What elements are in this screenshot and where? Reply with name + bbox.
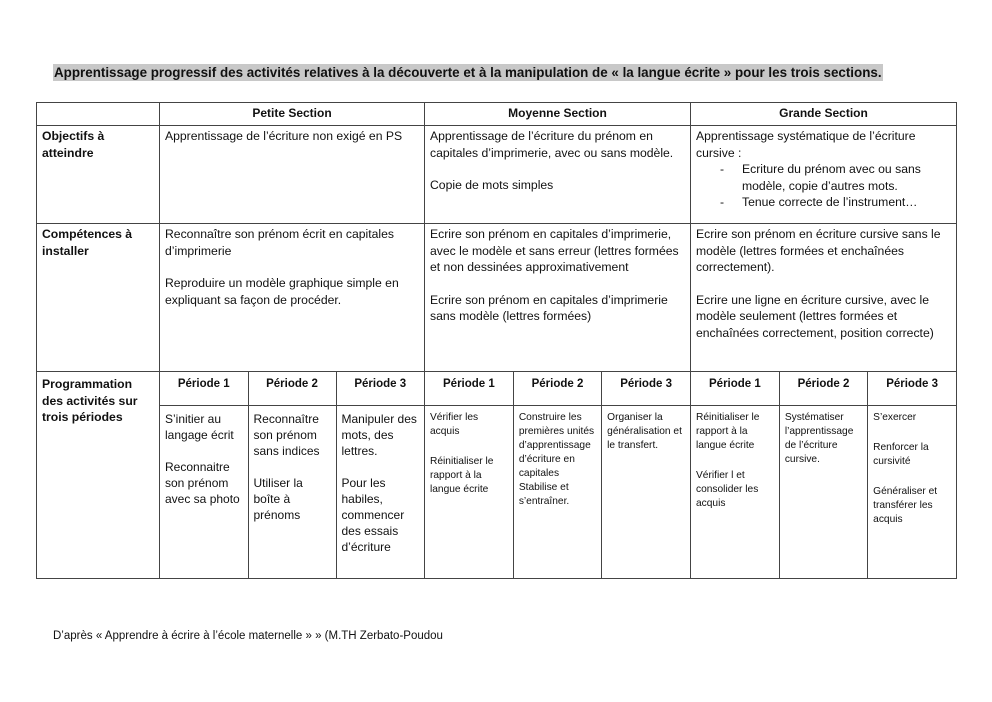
competences-ms-text-2: Ecrire son prénom en capitales d’imprimerie sans modèle (lettres formées) (430, 292, 668, 324)
competences-ms (425, 224, 691, 372)
label-programmation: Programmation des activités sur trois périodes (37, 372, 160, 579)
objectifs-ps-text: Apprentissage de l’écriture non exigé en PS (165, 129, 403, 143)
activity-text: Généraliser et transférer les acquis (873, 486, 938, 525)
row-competences (37, 224, 957, 372)
period-header: Période 3 (336, 372, 424, 406)
period-header: Période 2 (248, 372, 336, 406)
objectifs-gs-list (696, 161, 951, 211)
header-row (37, 103, 957, 126)
objectifs-ms-text-2: Copie de mots simples (430, 178, 554, 193)
competences-ps-text-1: Reconnaître son prénom écrit en capitales d’imprimerie (165, 227, 394, 258)
period-cell (868, 406, 956, 579)
activity-text: Utiliser la boîte à prénoms (253, 476, 303, 522)
activity-text: Manipuler des mots, des lettres. (341, 412, 417, 458)
activity-text: Réinitialiser le rapport à la langue écrite (696, 412, 760, 451)
objectifs-gs-intro: Apprentissage systématique de l’écriture cursive : (696, 129, 916, 160)
activity-text: Construire les premières unités d’apprentissage d’écriture en capitales Stabilise et s’entraîner. (518, 412, 595, 507)
activity-text: Pour les habiles, commencer des essais d’écriture (341, 476, 405, 554)
competences-ps (160, 224, 425, 372)
activity-text: Organiser la généralisation et le transfert. (607, 412, 682, 451)
period-cell (248, 406, 336, 579)
period-header: Période 3 (868, 372, 956, 406)
corner-cell (37, 103, 160, 126)
objectifs-gs-item: - Tenue correcte de l’instrument… (696, 194, 951, 211)
page-title: Apprentissage progressif des activités relatives à la découverte et à la manipulation de « la langue écrite » pour les trois sections. (54, 65, 882, 80)
period-cell (160, 406, 248, 579)
competences-gs-text-2: Ecrire une ligne en écriture cursive, avec le modèle seulement (lettres formées et enchaînées correctement, position correcte) (696, 292, 934, 340)
periods-gs (691, 372, 956, 578)
period-cell (779, 406, 867, 579)
objectifs-ms (425, 126, 691, 224)
label-competences: Compétences à installer (37, 224, 160, 372)
period-header: Période 1 (160, 372, 248, 406)
objectifs-gs-item: - Ecriture du prénom avec ou sans modèle, copie d’autres mots. (696, 161, 951, 194)
period-cell (425, 406, 513, 579)
periods-ms (425, 372, 690, 578)
row-programmation (37, 372, 957, 579)
activity-text: Renforcer la cursivité (873, 442, 929, 467)
competences-gs (691, 224, 957, 372)
progression-table (36, 102, 957, 579)
label-objectifs: Objectifs à atteindre (37, 126, 160, 224)
programmation-gs (691, 372, 957, 579)
period-header: Période 1 (425, 372, 513, 406)
activity-text: Vérifier l et consolider les acquis (696, 470, 759, 509)
activity-text: Systématiser l’apprentissage de l’écriture cursive. (784, 412, 854, 465)
activity-text: S’exercer (873, 412, 917, 423)
activity-text: Reconnaître son prénom sans indices (253, 412, 320, 458)
period-header: Période 1 (691, 372, 779, 406)
competences-gs-text-1: Ecrire son prénom en écriture cursive sans le modèle (lettres formées et enchaînées correctement). (696, 227, 941, 275)
period-header: Période 2 (513, 372, 601, 406)
row-objectifs (37, 126, 957, 224)
activity-text: S’initier au langage écrit (165, 412, 234, 442)
period-cell (602, 406, 690, 579)
period-header: Période 2 (779, 372, 867, 406)
header-petite-section: Petite Section (160, 103, 425, 126)
programmation-ms (425, 372, 691, 579)
source-citation: D’après « Apprendre à écrire à l’école maternelle » » (M.TH Zerbato-Poudou (53, 630, 443, 642)
period-header: Période 3 (602, 372, 690, 406)
programmation-ps (160, 372, 425, 579)
objectifs-ps (160, 126, 425, 224)
header-moyenne-section: Moyenne Section (425, 103, 691, 126)
competences-ps-text-2: Reproduire un modèle graphique simple en expliquant sa façon de procéder. (165, 276, 399, 307)
period-cell (513, 406, 601, 579)
activity-text: Reconnaitre son prénom avec sa photo (165, 460, 240, 506)
objectifs-gs (691, 126, 957, 224)
activity-text: Vérifier les acquis (430, 412, 479, 437)
period-cell (336, 406, 424, 579)
header-grande-section: Grande Section (691, 103, 957, 126)
periods-ps (160, 372, 424, 578)
competences-ms-text-1: Ecrire son prénom en capitales d’imprimerie, avec le modèle et sans erreur (lettres formées et non dessinées approximativement (430, 227, 679, 275)
period-cell (691, 406, 779, 579)
objectifs-ms-text-1: Apprentissage de l’écriture du prénom en capitales d’imprimerie, avec ou sans modèle. (430, 129, 674, 160)
activity-text: Réinitialiser le rapport à la langue écrite (430, 456, 494, 495)
